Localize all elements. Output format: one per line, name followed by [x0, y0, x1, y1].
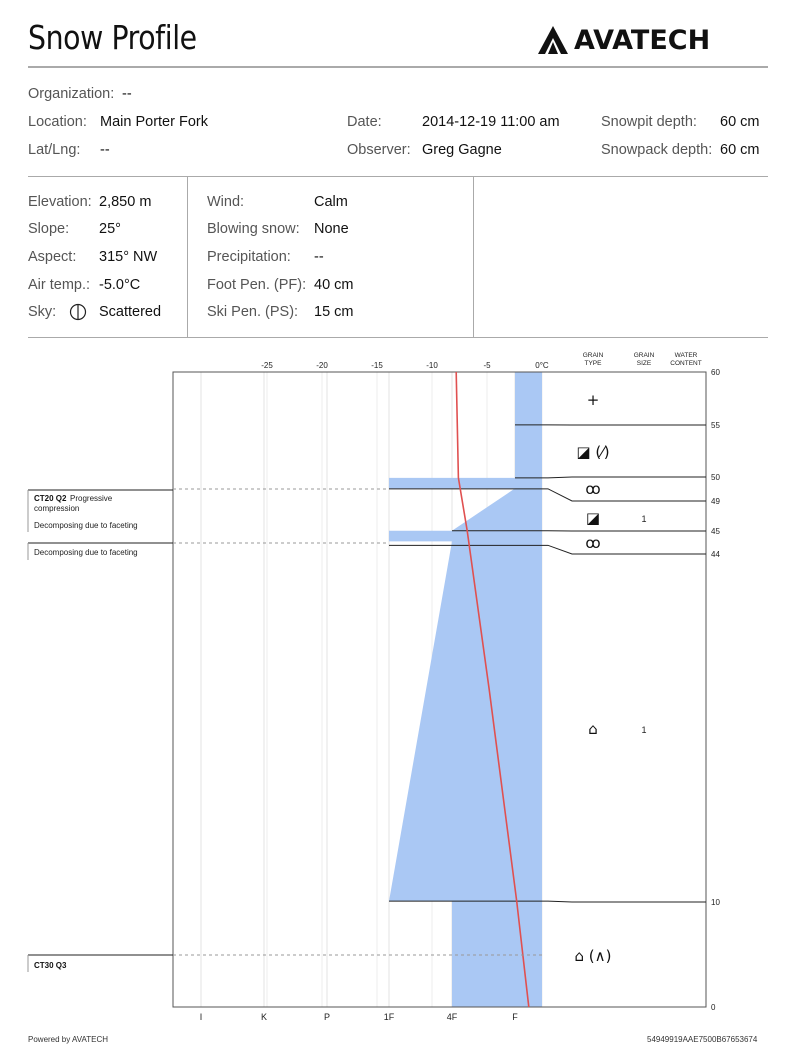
foot-pen-label: Foot Pen. (PF):: [207, 277, 307, 293]
sky-value: Scattered: [99, 304, 162, 320]
column-header-label: GRAIN: [633, 352, 655, 359]
layer-boundary-line: [515, 477, 706, 478]
aspect-value: 315° NW: [99, 249, 158, 265]
height-label: 60: [711, 368, 720, 377]
organization-value: --: [122, 86, 132, 102]
location-label: Location:: [28, 114, 87, 130]
test-description: Decomposing due to faceting: [34, 548, 138, 557]
ski-pen-value: 15 cm: [314, 304, 354, 320]
snowpack-depth-label: Snowpack depth:: [601, 142, 713, 158]
precipitation-value: --: [314, 249, 324, 265]
temp-tick-label: -20: [316, 361, 328, 370]
layer-boundary-line: [389, 545, 706, 554]
hardness-tick-label: F: [512, 1012, 518, 1022]
sky-label: Sky:: [28, 304, 57, 320]
elevation-label: Elevation:: [28, 194, 92, 210]
grain-type-symbol: ꝏ: [585, 480, 601, 498]
grain-size-value: 1: [641, 514, 647, 524]
latlng-label: Lat/Lng:: [28, 142, 81, 158]
air-temp-value: -5.0°C: [99, 277, 141, 293]
temp-tick-label: -5: [483, 361, 491, 370]
snowpack-depth-value: 60 cm: [720, 142, 760, 158]
hardness-tick-label: P: [323, 1012, 331, 1022]
column-header-label: TYPE: [584, 360, 602, 367]
height-label: 50: [711, 473, 720, 482]
grain-size-value: 1: [641, 725, 647, 735]
snowpit-depth-value: 60 cm: [720, 114, 760, 130]
hardness-tick-label: I: [199, 1012, 203, 1022]
elevation-value: 2,850 m: [99, 194, 152, 210]
wind-value: Calm: [314, 194, 348, 210]
temp-tick-label: -10: [426, 361, 438, 370]
snowpit-depth-label: Snowpit depth:: [601, 114, 697, 130]
height-label: 44: [711, 550, 720, 559]
grain-type-symbol: ◪: [585, 509, 601, 527]
temp-tick-label: -15: [371, 361, 383, 370]
observer-label: Observer:: [347, 142, 411, 158]
page-title: Snow Profile: [28, 18, 197, 57]
hardness-tick-label: 1F: [383, 1012, 395, 1022]
slope-value: 25°: [99, 221, 121, 237]
ski-pen-label: Ski Pen. (PS):: [207, 304, 299, 320]
test-description: Progressive: [70, 494, 113, 503]
air-temp-label: Air temp.:: [28, 277, 91, 293]
latlng-value: --: [100, 142, 110, 158]
test-description: compression: [34, 504, 80, 513]
column-header-label: CONTENT: [670, 360, 702, 367]
profile-id: 54949919AAE7500B67653674: [647, 1035, 758, 1044]
brand-name: AVATECH: [574, 24, 711, 56]
height-label: 45: [711, 527, 720, 536]
foot-pen-value: 40 cm: [314, 277, 354, 293]
hardness-profile: [389, 372, 542, 1007]
aspect-label: Aspect:: [28, 249, 77, 265]
blowing-snow-label: Blowing snow:: [207, 221, 300, 237]
temp-tick-label: 0°C: [535, 361, 549, 370]
grain-type-symbol: ⌂ (∧): [574, 947, 612, 965]
location-value: Main Porter Fork: [100, 114, 208, 130]
layer-boundary-line: [389, 489, 706, 501]
column-header-label: GRAIN: [582, 352, 604, 359]
test-result-label: CT20 Q2: [34, 494, 67, 503]
hardness-tick-label: 4F: [446, 1012, 458, 1022]
wind-label: Wind:: [207, 194, 245, 210]
height-label: 10: [711, 898, 720, 907]
slope-label: Slope:: [28, 221, 70, 237]
date-value: 2014-12-19 11:00 am: [422, 114, 560, 130]
grain-type-symbol: ◪ (⁄): [576, 443, 610, 461]
blowing-snow-value: None: [314, 221, 349, 237]
temp-tick-label: -25: [261, 361, 273, 370]
height-label: 0: [711, 1003, 716, 1012]
hardness-tick-label: K: [260, 1012, 268, 1022]
test-result-label: CT30 Q3: [34, 961, 67, 970]
column-header-label: WATER: [674, 352, 698, 359]
precipitation-label: Precipitation:: [207, 249, 291, 265]
date-label: Date:: [347, 114, 382, 130]
grain-type-symbol: ꝏ: [585, 534, 601, 552]
height-label: 49: [711, 497, 720, 506]
height-label: 55: [711, 421, 720, 430]
organization-label: Organization:: [28, 86, 115, 102]
column-header-label: SIZE: [636, 360, 652, 367]
powered-by: Powered by AVATECH: [28, 1035, 109, 1044]
observer-value: Greg Gagne: [422, 142, 502, 158]
grain-type-symbol: ⌂: [588, 720, 598, 738]
layer-boundary-line: [389, 901, 706, 902]
test-description: Decomposing due to faceting: [34, 521, 138, 530]
grain-type-symbol: +: [586, 391, 600, 409]
